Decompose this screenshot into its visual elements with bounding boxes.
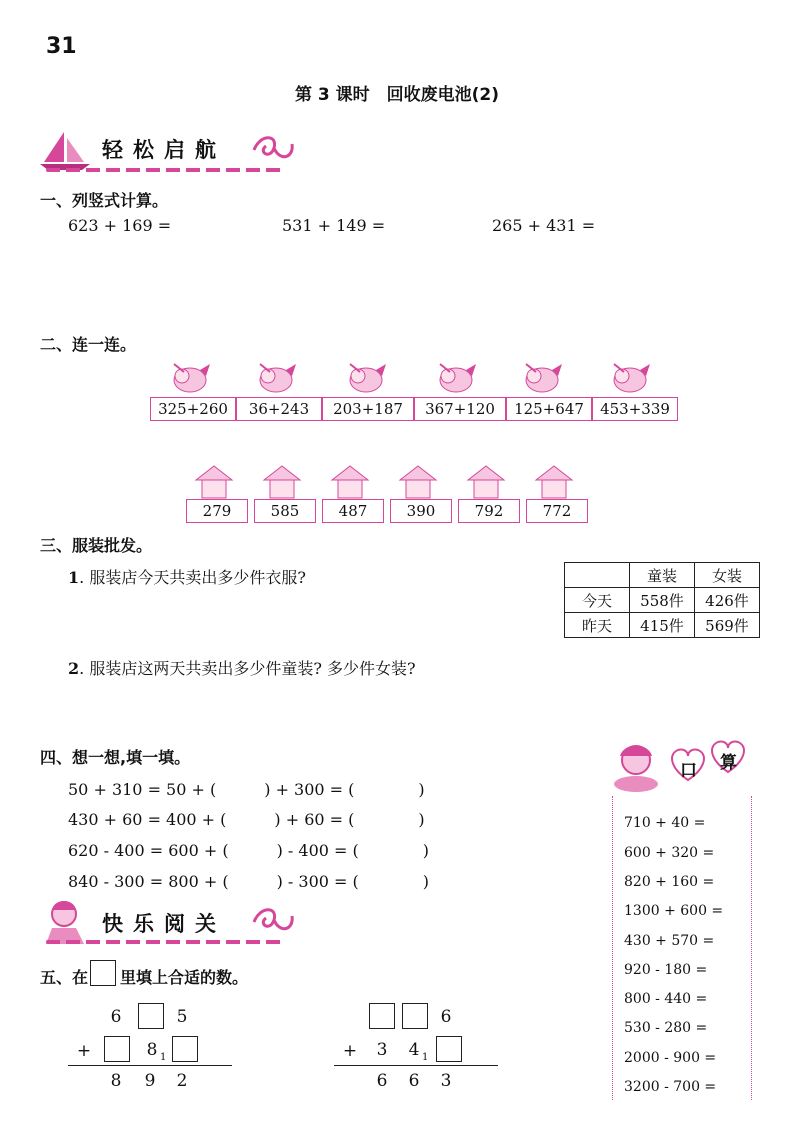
bird-icon xyxy=(340,356,390,396)
mental-math-title-left: 口 xyxy=(680,761,697,781)
house-icon xyxy=(532,462,576,500)
banner-underline xyxy=(46,168,286,172)
mental-math-item: 710 + 40 = xyxy=(624,815,706,831)
mental-math-item: 920 - 180 = xyxy=(624,962,708,978)
q5-title-before: 五、在 xyxy=(40,968,89,987)
result-box: 585 xyxy=(254,499,316,523)
q1-item: 265 + 431 = xyxy=(492,216,596,235)
mental-math-item: 820 + 160 = xyxy=(624,874,715,890)
result-box: 487 xyxy=(322,499,384,523)
house-icon xyxy=(192,462,236,500)
table-header-cell: 女装 xyxy=(695,563,760,588)
result-box: 279 xyxy=(186,499,248,523)
expression-box: 36+243 xyxy=(236,397,322,421)
q4-line: 430 + 60 = 400 + ( ) + 60 = ( ) xyxy=(68,810,425,829)
digit: 6 xyxy=(440,1007,452,1027)
q3-sub2 xyxy=(68,656,416,679)
answer-box[interactable] xyxy=(172,1036,198,1062)
digit: 6 xyxy=(110,1007,122,1027)
lesson-title: 第 3 课时 回收废电池(2) xyxy=(294,85,500,105)
q5-title-after: 里填上合适的数。 xyxy=(120,968,249,987)
result-box: 390 xyxy=(390,499,452,523)
banner-title: 轻松启航 xyxy=(102,138,226,162)
girl-icon xyxy=(606,740,668,794)
answer-box[interactable] xyxy=(138,1003,164,1029)
table-cell: 558件 xyxy=(630,588,695,613)
q4-line: 620 - 400 = 600 + ( ) - 400 = ( ) xyxy=(68,841,430,860)
expression-box: 453+339 xyxy=(592,397,678,421)
mental-math-item: 800 - 440 = xyxy=(624,991,708,1007)
sum-line xyxy=(68,1065,232,1066)
house-icon xyxy=(464,462,508,500)
answer-box[interactable] xyxy=(369,1003,395,1029)
result-box: 772 xyxy=(526,499,588,523)
carry-mark: 1 xyxy=(160,1052,167,1063)
answer-box[interactable] xyxy=(402,1003,428,1029)
banner-happy-reading xyxy=(36,898,296,946)
digit: 4 xyxy=(408,1040,420,1060)
banner-easy-start xyxy=(36,128,296,176)
result-digit: 2 xyxy=(176,1071,188,1091)
mental-math-item: 430 + 570 = xyxy=(624,933,715,949)
result-digit: 6 xyxy=(376,1071,388,1091)
expression-box: 125+647 xyxy=(506,397,592,421)
table-cell: 426件 xyxy=(695,588,760,613)
table-cell: 今天 xyxy=(565,588,630,613)
q4-line: 50 + 310 = 50 + ( ) + 300 = ( ) xyxy=(68,780,425,799)
house-icon xyxy=(396,462,440,500)
q3-sub1 xyxy=(68,565,306,588)
bird-icon xyxy=(430,356,480,396)
q4-title: 四、想一想,填一填。 xyxy=(40,748,191,767)
plus-sign: + xyxy=(342,1041,358,1061)
result-digit: 6 xyxy=(408,1071,420,1091)
plus-sign: + xyxy=(76,1041,92,1061)
q1-item: 531 + 149 = xyxy=(282,216,386,235)
q4-line: 840 - 300 = 800 + ( ) - 300 = ( ) xyxy=(68,872,430,891)
q3-sub2-number: 2 xyxy=(68,659,80,678)
table-cell: 415件 xyxy=(630,613,695,638)
expression-box: 325+260 xyxy=(150,397,236,421)
expression-box: 203+187 xyxy=(322,397,414,421)
q3-sub1-text: . 服装店今天共卖出多少件衣服? xyxy=(79,568,306,587)
house-icon xyxy=(260,462,304,500)
q3-sub2-text: . 服装店这两天共卖出多少件童装? 多少件女装? xyxy=(79,659,416,678)
digit: 8 xyxy=(146,1040,158,1060)
answer-box[interactable] xyxy=(436,1036,462,1062)
result-digit: 9 xyxy=(144,1071,156,1091)
bird-icon xyxy=(604,356,654,396)
table-header-cell xyxy=(565,563,630,588)
table-cell: 昨天 xyxy=(565,613,630,638)
mental-math-item: 1300 + 600 = xyxy=(624,903,724,919)
table-header-cell: 童装 xyxy=(630,563,695,588)
table-row xyxy=(565,588,760,613)
sample-answer-box xyxy=(90,960,116,986)
q1-title: 一、列竖式计算。 xyxy=(40,191,169,210)
mental-math-title-right: 算 xyxy=(720,753,737,773)
result-digit: 3 xyxy=(440,1071,452,1091)
bird-icon xyxy=(164,356,214,396)
table-row xyxy=(565,613,760,638)
mental-math-item: 3200 - 700 = xyxy=(624,1079,717,1095)
digit: 3 xyxy=(376,1040,388,1060)
sum-line xyxy=(334,1065,498,1066)
mental-math-item: 600 + 320 = xyxy=(624,845,715,861)
flourish-icon xyxy=(250,904,296,940)
carry-mark: 1 xyxy=(422,1052,429,1063)
mental-math-item: 530 - 280 = xyxy=(624,1020,708,1036)
table-header-row xyxy=(565,563,760,588)
banner-underline xyxy=(46,940,286,944)
table-cell: 569件 xyxy=(695,613,760,638)
result-box: 792 xyxy=(458,499,520,523)
q2-title: 二、连一连。 xyxy=(40,335,137,354)
bird-icon xyxy=(516,356,566,396)
expression-box: 367+120 xyxy=(414,397,506,421)
cartoon-boy-icon xyxy=(40,898,96,946)
page-number: 31 xyxy=(46,34,77,59)
banner-title: 快乐阅关 xyxy=(102,912,226,936)
clothes-sales-table xyxy=(564,562,760,638)
result-digit: 8 xyxy=(110,1071,122,1091)
house-icon xyxy=(328,462,372,500)
digit: 5 xyxy=(176,1007,188,1027)
q3-sub1-number: 1 xyxy=(68,568,80,587)
flourish-icon xyxy=(250,132,296,168)
q1-item: 623 + 169 = xyxy=(68,216,172,235)
mental-math-item: 2000 - 900 = xyxy=(624,1050,717,1066)
bird-icon xyxy=(250,356,300,396)
answer-box[interactable] xyxy=(104,1036,130,1062)
q3-title: 三、服装批发。 xyxy=(40,536,153,555)
